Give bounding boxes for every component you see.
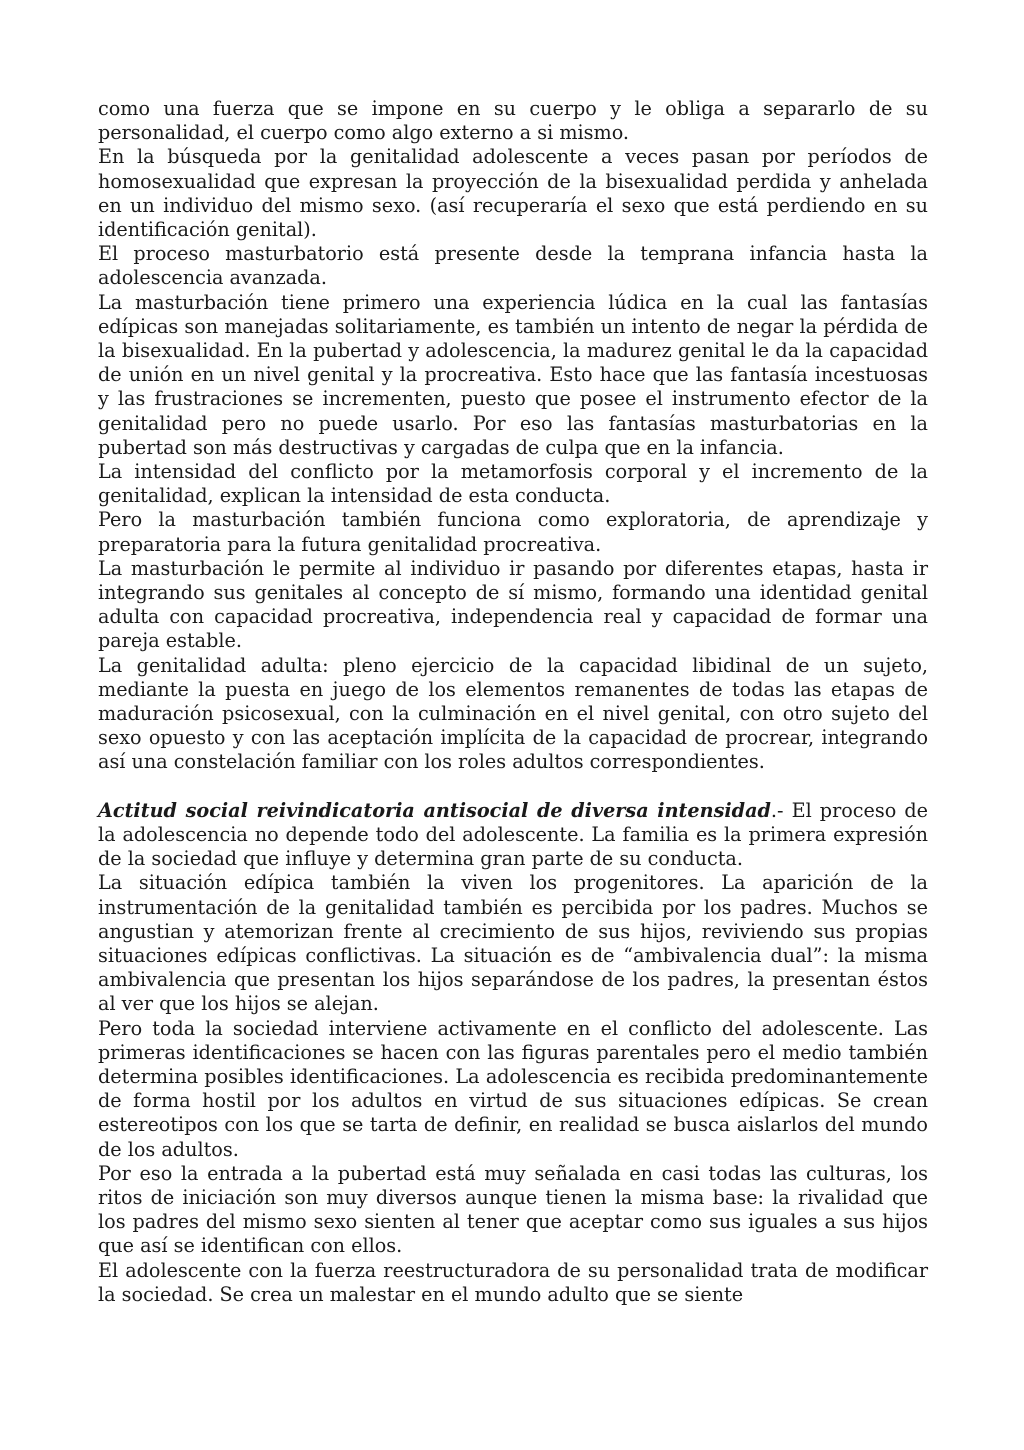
paragraph: Pero toda la sociedad interviene activamente en el conflicto del adolescente. Las primeras identificaciones se hacen con las figuras parentales pero el medio también determina posibles identificaciones. La adolescencia es recibida predominantemente de forma hostil por los adultos en virtud de sus situaciones edípicas. Se crean estereotipos con los que se tarta de definir, en realidad se busca aislarlos del mundo de los adultos. <box>98 1016 928 1161</box>
paragraph: La intensidad del conflicto por la metamorfosis corporal y el incremento de la genitalidad, explican la intensidad de esta conducta. <box>98 460 928 508</box>
paragraph: Pero la masturbación también funciona como exploratoria, de aprendizaje y preparatoria para la futura genitalidad procreativa. <box>98 508 928 556</box>
paragraph: La situación edípica también la viven los progenitores. La aparición de la instrumentación de la genitalidad también es percibida por los padres. Muchos se angustian y atemorizan frente al crecimiento de sus hijos, reviviendo sus propias situaciones edípicas conflictivas. La situación es de “ambivalencia dual”: la misma ambivalencia que presentan los hijos separándose de los padres, la presentan éstos al ver que los hijos se alejan. <box>98 871 928 1016</box>
paragraph: Por eso la entrada a la pubertad está muy señalada en casi todas las culturas, los ritos de iniciación son muy diversos aunque tienen la misma base: la rivalidad que los padres del mismo sexo sienten al tener que aceptar como sus iguales a sus hijos que así se identifican con ellos. <box>98 1161 928 1258</box>
paragraph: En la búsqueda por la genitalidad adolescente a veces pasan por períodos de homosexualidad que expresan la proyección de la bisexualidad perdida y anhelada en un individuo del mismo sexo. (así recuperaría el sexo que está perdiendo en su identificación genital). <box>98 145 928 242</box>
document-page <box>98 97 928 1307</box>
section-lead: .- El proceso de la adolescencia no depende todo del adolescente. La familia es la primera expresión de la sociedad que influye y determina gran parte de su conducta. <box>98 798 928 871</box>
paragraph: como una fuerza que se impone en su cuerpo y le obliga a separarlo de su personalidad, el cuerpo como algo externo a si mismo. <box>98 97 928 145</box>
paragraph: La masturbación le permite al individuo ir pasando por diferentes etapas, hasta ir integrando sus genitales al concepto de sí mismo, formando una identidad genital adulta con capacidad procreativa, independencia real y capacidad de formar una pareja estable. <box>98 556 928 653</box>
paragraph: El proceso masturbatorio está presente desde la temprana infancia hasta la adolescencia avanzada. <box>98 242 928 290</box>
section-paragraph <box>98 799 928 872</box>
paragraph: La genitalidad adulta: pleno ejercicio de la capacidad libidinal de un sujeto, mediante la puesta en juego de los elementos remanentes de todas las etapas de maduración psicosexual, con la culminación en el nivel genital, con otro sujeto del sexo opuesto y con las aceptación implícita de la capacidad de procrear, integrando así una constelación familiar con los roles adultos correspondientes. <box>98 653 928 774</box>
paragraph: La masturbación tiene primero una experiencia lúdica en la cual las fantasías edípicas son manejadas solitariamente, es también un intento de negar la pérdida de la bisexualidad. En la pubertad y adolescencia, la madurez genital le da la capacidad de unión en un nivel genital y la procreativa. Esto hace que las fantasía incestuosas y las frustraciones se incrementen, puesto que posee el instrumento efector de la genitalidad pero no puede usarlo. Por eso las fantasías masturbatorias en la pubertad son más destructivas y cargadas de culpa que en la infancia. <box>98 290 928 459</box>
section-heading: Actitud social reivindicatoria antisocial de diversa intensidad <box>98 798 771 822</box>
section-spacer <box>98 775 928 799</box>
paragraph: El adolescente con la fuerza reestructuradora de su personalidad trata de modificar la sociedad. Se crea un malestar en el mundo adulto que se siente <box>98 1258 928 1306</box>
